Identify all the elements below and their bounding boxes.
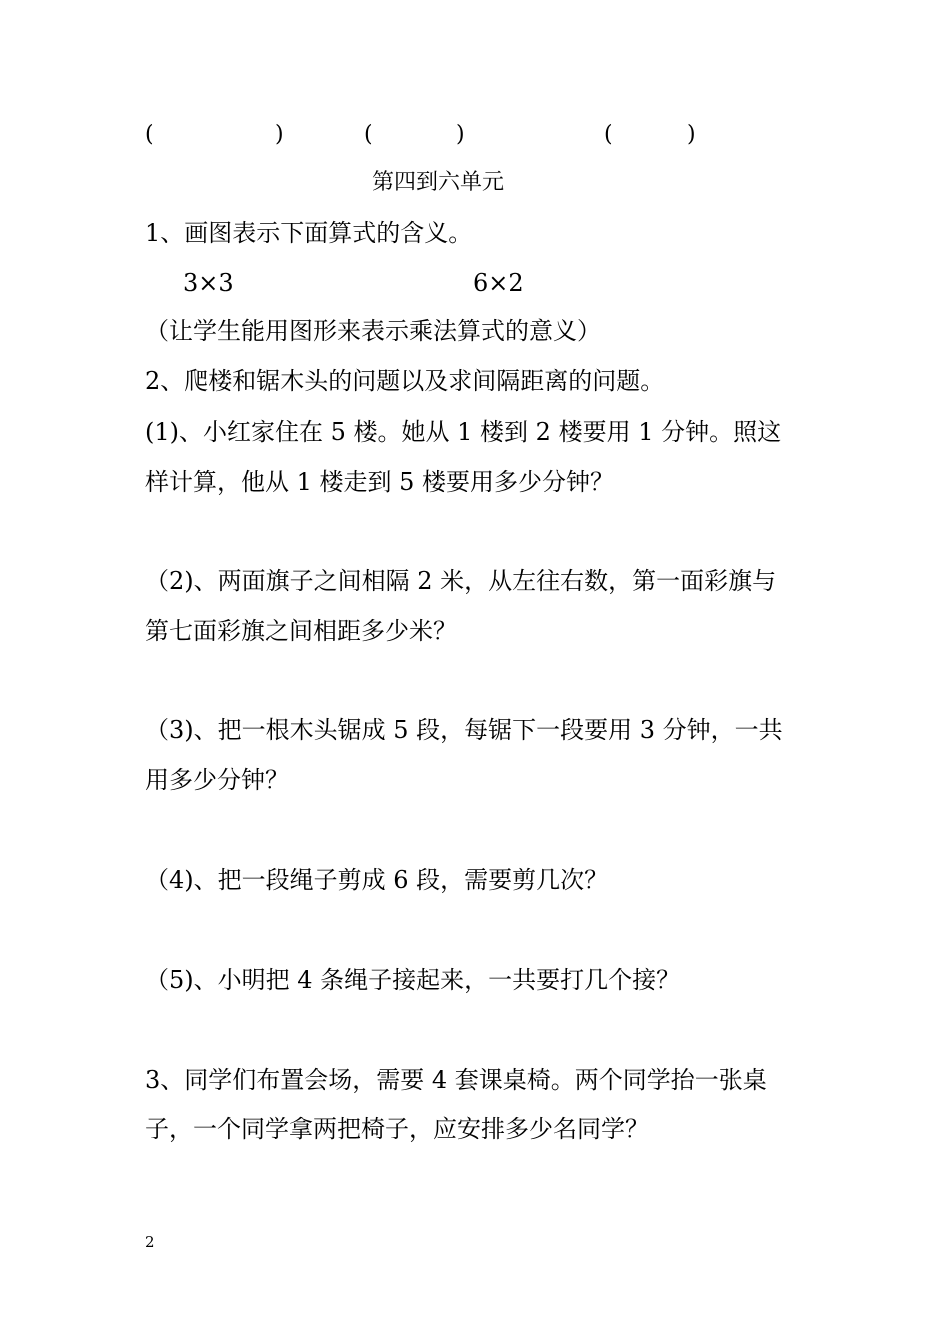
question-3-line-1: 3、同学们布置会场，需要 4 套课桌椅。两个同学抬一张桌 <box>145 1066 767 1094</box>
blank-open-paren-3: ( <box>604 122 613 147</box>
problem-3-line-1: （3)、把一根木头锯成 5 段，每锯下一段要用 3 分钟，一共 <box>145 716 783 744</box>
expression-6x2: 6×2 <box>473 269 524 297</box>
blank-close-paren-3: ) <box>687 122 696 147</box>
problem-3-line-2: 用多少分钟？ <box>145 766 289 794</box>
blank-open-paren-2: ( <box>364 122 373 147</box>
question-1-note: （让学生能用图形来表示乘法算式的意义） <box>145 317 601 345</box>
problem-1-line-1: (1)、小红家住在 5 楼。她从 1 楼到 2 楼要用 1 分钟。照这 <box>145 418 782 446</box>
problem-5: （5)、小明把 4 条绳子接起来，一共要打几个接？ <box>145 966 681 994</box>
problem-1-line-2: 样计算，他从 1 楼走到 5 楼要用多少分钟？ <box>145 468 615 496</box>
question-3-line-2: 子，一个同学拿两把椅子，应安排多少名同学？ <box>145 1115 649 1143</box>
expression-3x3: 3×3 <box>183 269 234 297</box>
page-number: 2 <box>145 1233 155 1251</box>
section-title: 第四到六单元 <box>372 170 505 195</box>
question-1-title: 1、画图表示下面算式的含义。 <box>145 219 473 247</box>
blank-open-paren-1: ( <box>145 122 154 147</box>
problem-4: （4)、把一段绳子剪成 6 段，需要剪几次？ <box>145 866 609 894</box>
question-2-title: 2、爬楼和锯木头的问题以及求间隔距离的问题。 <box>145 367 665 395</box>
blank-close-paren-2: ) <box>456 122 465 147</box>
blank-close-paren-1: ) <box>275 122 284 147</box>
problem-2-line-2: 第七面彩旗之间相距多少米？ <box>145 617 457 645</box>
problem-2-line-1: （2)、两面旗子之间相隔 2 米，从左往右数，第一面彩旗与 <box>145 567 777 595</box>
